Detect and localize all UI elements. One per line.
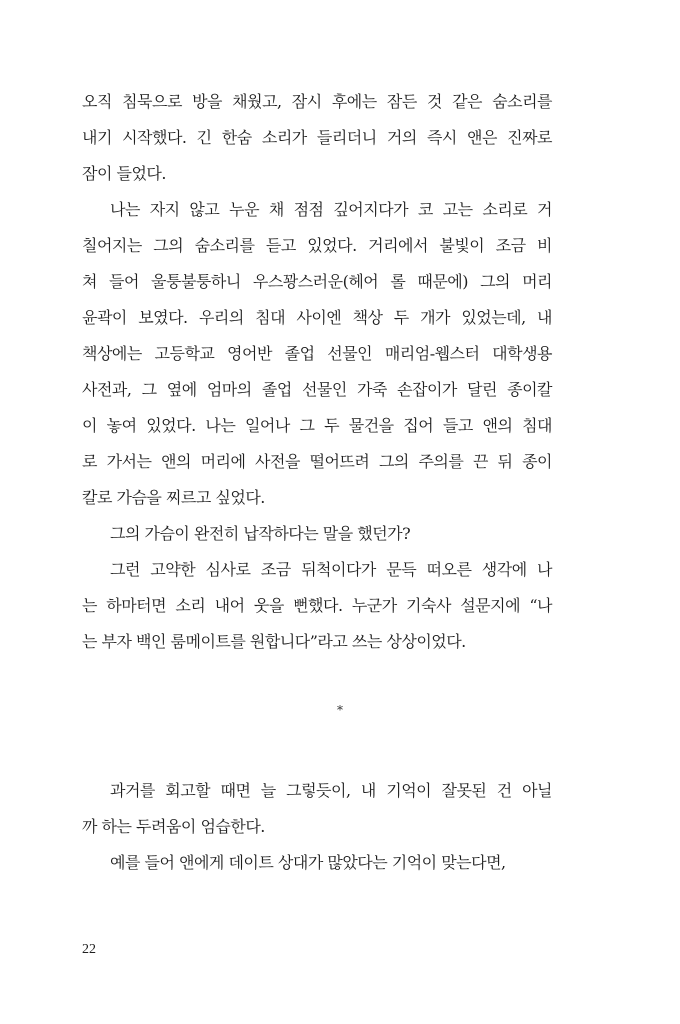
page-number: 22 [82, 942, 96, 957]
text-line: 칠어지는 그의 숨소리를 듣고 있었다. 거리에서 불빛이 조금 비 [82, 236, 552, 255]
text-line: 과거를 회고할 때면 늘 그렇듯이, 내 기억이 잘못된 건 아닐 [110, 781, 552, 800]
text-line: 는 하마터면 소리 내어 웃을 뻔했다. 누군가 기숙사 설문지에 “나 [82, 596, 552, 615]
text-line: 이 놓여 있었다. 나는 일어나 그 두 물건을 집어 들고 앤의 침대 [82, 416, 552, 435]
text-line: 내기 시작했다. 긴 한숨 소리가 들리더니 거의 즉시 앤은 진짜로 [82, 128, 552, 147]
text-line: 로 가서는 앤의 머리에 사전을 떨어뜨려 그의 주의를 끈 뒤 종이 [82, 452, 552, 471]
text-line: 까 하는 두려움이 엄습한다. [82, 817, 265, 836]
text-line: 책상에는 고등학교 영어반 졸업 선물인 매리엄-웹스터 대학생용 [82, 344, 552, 363]
text-line: 잠이 들었다. [82, 164, 166, 183]
text-line: 예를 들어 앤에게 데이트 상대가 많았다는 기억이 맞는다면, [110, 853, 506, 872]
text-line: 사전과, 그 옆에 엄마의 졸업 선물인 가죽 손잡이가 달린 종이칼 [82, 380, 552, 399]
section-divider: * [337, 703, 343, 717]
text-line: 오직 침묵으로 방을 채웠고, 잠시 후에는 잠든 것 같은 숨소리를 [82, 92, 552, 111]
text-line: 그런 고약한 심사로 조금 뒤척이다가 문득 떠오른 생각에 나 [110, 560, 552, 579]
text-line: 칼로 가슴을 찌르고 싶었다. [82, 488, 265, 507]
text-line: 는 부자 백인 룸메이트를 원합니다”라고 쓰는 상상이었다. [82, 632, 466, 651]
text-line: 윤곽이 보였다. 우리의 침대 사이엔 책상 두 개가 있었는데, 내 [82, 308, 552, 327]
text-line: 나는 자지 않고 누운 채 점점 깊어지다가 코 고는 소리로 거 [110, 200, 552, 219]
text-line: 쳐 들어 울퉁불퉁하니 우스꽝스러운(헤어 롤 때문에) 그의 머리 [82, 272, 552, 291]
text-line: 그의 가슴이 완전히 납작하다는 말을 했던가? [110, 524, 411, 543]
